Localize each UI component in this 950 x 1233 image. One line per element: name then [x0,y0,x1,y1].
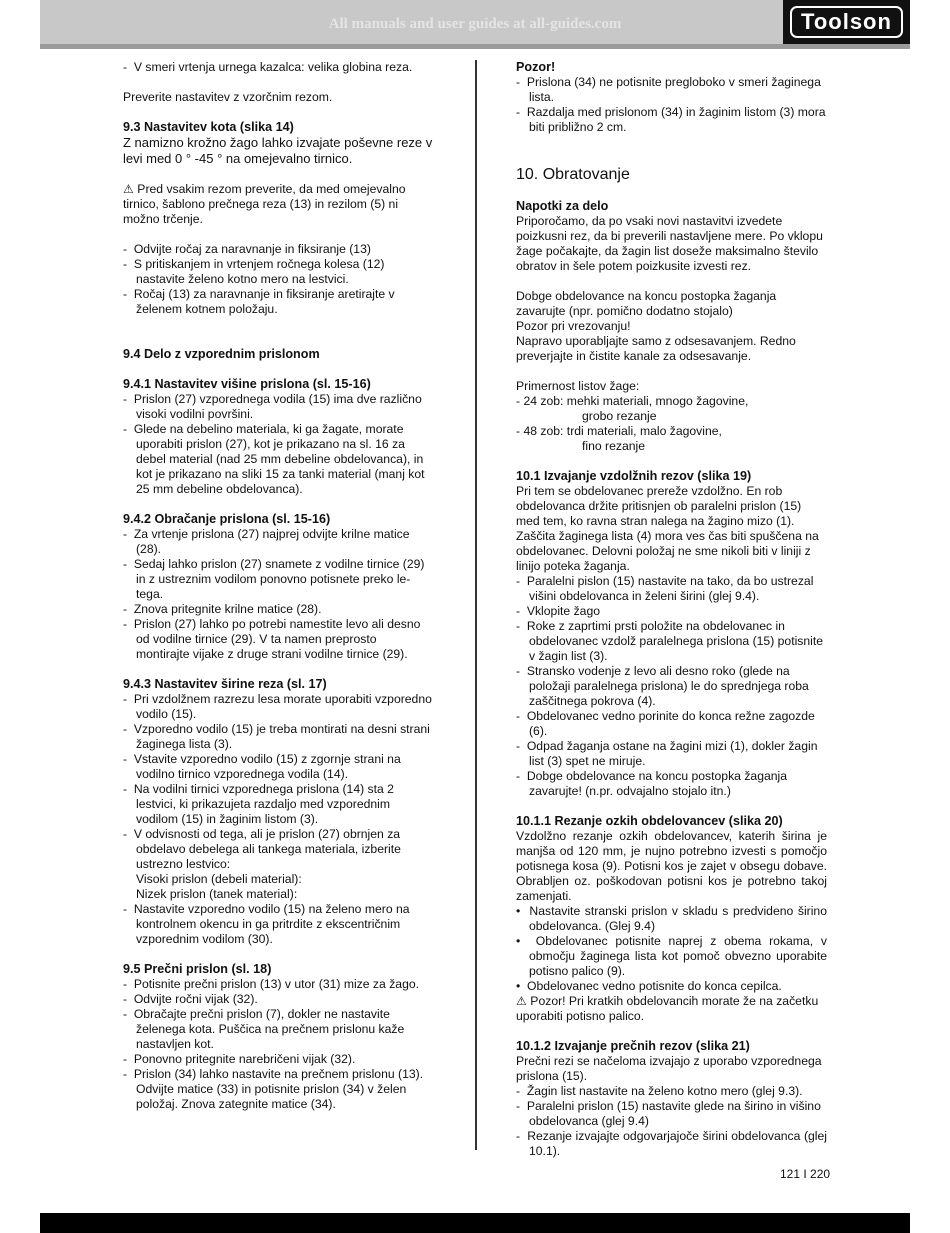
list-item: - Prislona (34) ne potisnite pregloboko v smeri žaginega lista. [516,75,821,104]
list-item: - Paralelni prislon (15) nastavite glede na širino in višino obdelovanca (glej 9.4) [516,1099,821,1128]
paragraph: Pozor pri vrezovanju! [516,319,631,333]
list-item: - Vklopite žago [516,604,601,618]
paragraph: Pri tem se obdelovanec prereže vzdolžno. En rob obdelovanca držite pritisnjen ob paralelni prislon (15) med tem, ko ravna stran nalega na žagino mizo (1). Zaščita žaginega lista (4) mora ves čas biti spuščena na obdelovanec. Delovni položaj ne sme nikoli biti v liniji z linijo poteka žaganja. [516,484,819,573]
list-item: - Prislon (27) vzporednega vodila (15) ima dve različno visoki vodilni površini. [123,392,422,421]
list-item: - Ročaj (13) za naravnanje in fiksiranje aretirajte v želenem kotnem položaju. [123,287,395,316]
heading-napotki: Napotki za delo [516,199,609,213]
heading-9-4: 9.4 Delo z vzporednim prislonom [123,347,320,361]
list-item: - Znova pritegnite krilne matice (28). [123,602,322,616]
list-item: - Glede na debelino materiala, ki ga žagate, morate uporabiti prislon (27), kot je prikazano na sl. 16 za debel material (nad 25 mm debeline obdelovanca), in kot je prikazano na sliki 15 za tanki material (manj kot 25 mm debeline obdelovanca). [123,422,425,496]
list-item: - Paralelni pislon (15) nastavite na tako, da bo ustrezal višini obdelovanca in želeni širini (glej 9.4). [516,574,814,603]
list-9-3 [123,242,433,317]
brand-logo-text: Toolson [790,6,903,38]
list-item: - Obdelovanec vedno porinite do konca režne zagozde (6). [516,709,815,738]
paragraph: Prečni rezi se načeloma izvajajo z uporabo vzporednega prislona (15). [516,1054,822,1083]
page-number: 121 I 220 [780,1167,831,1181]
paragraph: grobo rezanje [582,409,657,423]
brand-logo [783,0,910,44]
paragraph: fino rezanje [582,439,646,453]
list-item: - Odvijte ročni vijak (32). [123,992,258,1006]
heading-9-4-3: 9.4.3 Nastavitev širine reza (sl. 17) [123,677,327,691]
paragraph: Z namizno krožno žago lahko izvajate poševne reze v levi med 0 ° -45 ° na omejevalno tirnico. [123,135,433,166]
list-item: - V smeri vrtenja urnega kazalca: velika globina reza. [123,60,413,74]
list-item: - V odvisnosti od tega, ali je prislon (27) obrnjen za obdelavo debelega ali tankega materiala, izberite ustrezno lestvico: [123,827,401,871]
header-watermark: All manuals and user guides at all-guides.com [328,16,622,32]
heading-10-1-2: 10.1.2 Izvajanje prečnih rezov (slika 21) [516,1039,750,1053]
list-item: - Na vodilni tirnici vzporednega prislona (14) sta 2 lestvici, ki prikazujeta razdaljo med vzporednim vodilom (15) in žaginim listom (3). [123,782,394,826]
list-item: - Žagin list nastavite na želeno kotno mero (glej 9.3). [516,1084,803,1098]
paragraph: Preverite nastavitev z vzorčnim rezom. [123,90,333,104]
heading-10-1-1: 10.1.1 Rezanje ozkih obdelovancev (slika 20) [516,814,783,828]
list-item: - S pritiskanjem in vrtenjem ročnega kolesa (12) nastavite želeno kotno mero na lestvici. [123,257,385,286]
heading-pozor: Pozor! [516,60,556,74]
left-column [123,60,433,1112]
column-divider [475,60,477,1150]
heading-9-4-1: 9.4.1 Nastavitev višine prislona (sl. 15-16) [123,377,371,391]
list-item: - Pri vzdolžnem razrezu lesa morate uporabiti vzporedno vodilo (15). [123,692,432,721]
list-item: • Nastavite stranski prislon v skladu s predvideno širino obdelovanca. (Glej 9.4) [516,904,827,933]
list-item: • Obdelovanec potisnite naprej z obema rokama, v območju žaginega lista kot pomoč obvezno uporabite potisno palico (9). [516,934,827,978]
list-item: - Nastavite vzporedno vodilo (15) na želeno mero na kontrolnem okencu in ga pritrdite z ekscentričnim vzporednim vodilom (30). [123,902,410,946]
footer-bar [40,1213,910,1233]
paragraph: - 24 zob: mehki materiali, mnogo žagovine, [516,394,749,408]
heading-10-1: 10.1 Izvajanje vzdolžnih rezov (slika 19) [516,469,752,483]
list-item: - Obračajte prečni prislon (7), dokler ne nastavite želenega kota. Puščica na prečnem prislonu kaže nastavljen kot. [123,1007,405,1051]
heading-9-3: 9.3 Nastavitev kota (slika 14) [123,120,294,134]
right-column [516,60,827,1159]
header-shadow [40,44,910,49]
list-item: - Sedaj lahko prislon (27) snamete z vodilne tirnice (29) in z ustreznim vodilom ponovno potisnete preko le-tega. [123,557,425,601]
paragraph: Priporočamo, da po vsaki novi nastavitvi izvedete poizkusni rez, da bi preverili nastavljene mere. Po vklopu žage počakajte, da žagin list doseže maksimalno število obratov in šele potem poizkusite izvesti rez. [516,214,823,273]
paragraph: Primernost listov žage: [516,379,640,393]
list-item: - Potisnite prečni prislon (13) v utor (31) mize za žago. [123,977,420,991]
list-item: - Prislon (27) lahko po potrebi namestite levo ali desno od vodilne tirnice (29). V ta namen preprosto montirajte vijake z druge strani vodilne tirnice (29). [123,617,421,661]
list-subitem: Visoki prislon (debeli material): [136,872,302,886]
list-item: - Za vrtenje prislona (27) najprej odvijte krilne matice (28). [123,527,410,556]
paragraph: Vzdolžno rezanje ozkih obdelovancev, katerih širina je manjša od 120 mm, je nujno potrebno izvesti s pomočjo potisnega kosa (9). Potisni kos je zajet v obsegu dobave. Obrabljen oz. poškodovan potisni kos je potrebno takoj zamenjati. [516,829,827,903]
list-item: • Obdelovanec vedno potisnite do konca cepilca. [516,979,782,993]
list-item: - Prislon (34) lahko nastavite na prečnem prislonu (13). Odvijte matice (33) in potisnite prislon (34) v želen položaj. Znova zategnite matice (34). [123,1067,424,1111]
heading-10: 10. Obratovanje [516,166,630,183]
paragraph: Napravo uporabljajte samo z odsesavanjem. Redno preverjajte in čistite kanale za odsesavanje. [516,334,796,363]
list-item: - Rezanje izvajajte odgovarjajoče širini obdelovanca (glej 10.1). [516,1129,827,1158]
list-item: - Razdalja med prislonom (34) in žaginim listom (3) mora biti približno 2 cm. [516,105,826,134]
list-item: - Ponovno pritegnite narebričeni vijak (32). [123,1052,356,1066]
list-item: - Vzporedno vodilo (15) je treba montirati na desni strani žaginega lista (3). [123,722,430,751]
warning-text: ⚠ Pozor! Pri kratkih obdelovancih morate že na začetku uporabiti potisno palico. [516,994,819,1023]
list-item: - Odvijte ročaj za naravnanje in fiksiranje (13) [123,242,371,256]
heading-9-5: 9.5 Prečni prislon (sl. 18) [123,962,272,976]
paragraph: - 48 zob: trdi materiali, malo žagovine, [516,424,722,438]
list-item: - Odpad žaganja ostane na žagini mizi (1), dokler žagin list (3) spet ne miruje. [516,739,818,768]
list-subitem: Nizek prislon (tanek material): [136,887,298,901]
list-item: - Roke z zaprtimi prsti položite na obdelovanec in obdelovanec vzdolž paralelnega prislona (15) potisnite v žagin list (3). [516,619,824,663]
paragraph: Dobge obdelovance na koncu postopka žaganja zavarujte (npr. pomično dodatno stojalo) [516,289,777,318]
list-item: - Dobge obdelovance na koncu postopka žaganja zavarujte! (n.pr. odvajalno stojalo itn.) [516,769,788,798]
warning-text: ⚠ Pred vsakim rezom preverite, da med omejevalno tirnico, šablono prečnega reza (13) in rezilom (5) ni možno trčenje. [123,182,406,226]
heading-9-4-2: 9.4.2 Obračanje prislona (sl. 15-16) [123,512,331,526]
list-item: - Vstavite vzporedno vodilo (15) z zgornje strani na vodilno tirnico vzporednega vodila (14). [123,752,401,781]
list-item: - Stransko vodenje z levo ali desno roko (glede na položaji paralelnega prislona) le do sprednjega roba zaščitnega pokrova (4). [516,664,809,708]
